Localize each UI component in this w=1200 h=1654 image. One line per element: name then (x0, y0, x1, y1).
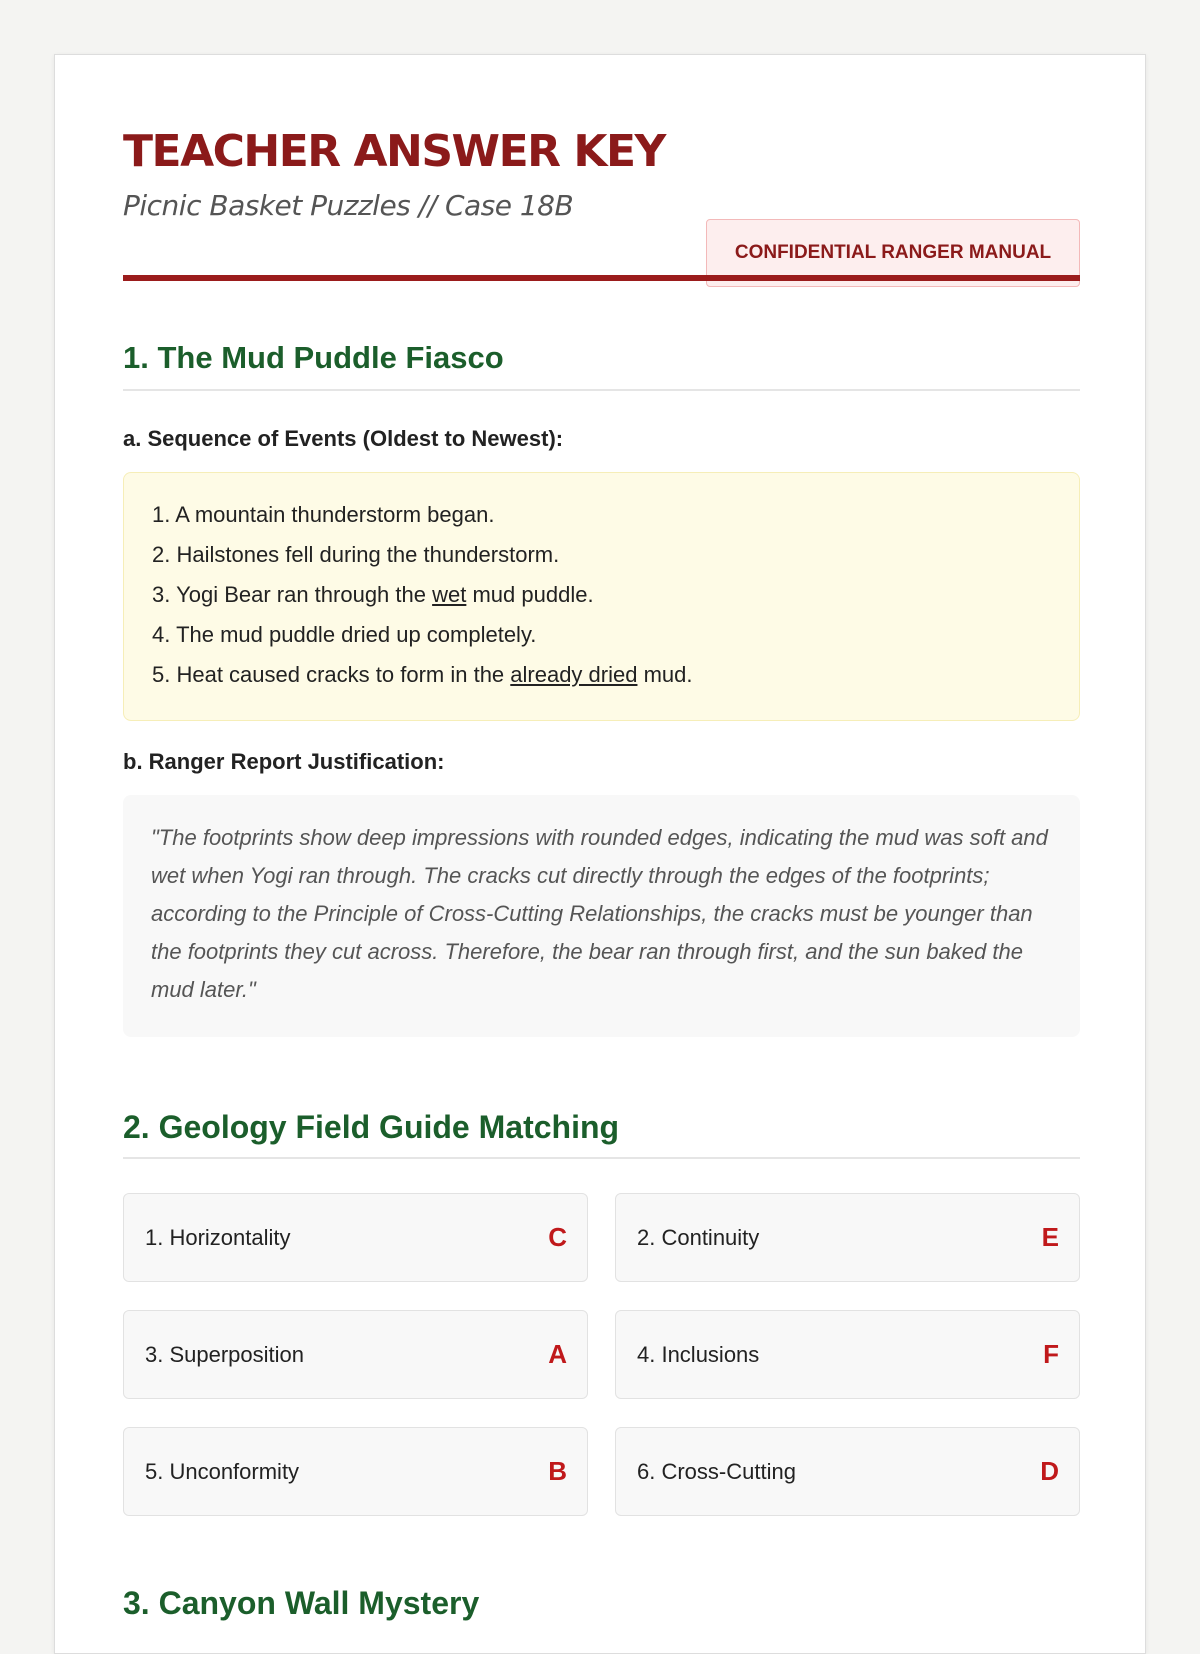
underlined-term: wet (432, 582, 467, 607)
header-divider (123, 275, 1080, 281)
match-term: 4. Inclusions (637, 1341, 760, 1367)
match-term: 2. Continuity (637, 1224, 760, 1250)
sequence-label: a. Sequence of Events (Oldest to Newest): (123, 426, 564, 451)
sequence-text: 5. Heat caused cracks to form in the (152, 662, 511, 687)
justification-text: "The footprints show deep impressions with rounded edges, indicating the mud was soft and wet when Yogi ran through. The cracks cut directly through the edges of the footprints; according to the Principle of Cross-Cutting Relationships, the cracks must be younger than the footprints they cut across. Therefore, the bear ran through first, and the sun baked the mud later." (151, 825, 1048, 1002)
sequence-item: 4. The mud puddle dried up completely. (152, 622, 537, 647)
match-term: 1. Horizontality (145, 1224, 291, 1250)
sequence-list (152, 495, 1051, 695)
sequence-box (123, 472, 1080, 721)
sequence-text: mud puddle. (466, 582, 594, 607)
sequence-item: 1. A mountain thunderstorm began. (152, 502, 495, 527)
page-title: TEACHER ANSWER KEY (123, 126, 665, 177)
match-answer: E (1041, 1222, 1059, 1252)
match-card (615, 1310, 1080, 1399)
section-title-mud-puddle: 1. The Mud Puddle Fiasco (123, 338, 1080, 391)
match-answer: C (548, 1222, 567, 1252)
match-answer: A (548, 1339, 567, 1369)
match-answer: D (1040, 1456, 1059, 1486)
sequence-item (152, 575, 1051, 615)
sequence-text: mud. (637, 662, 693, 687)
underlined-term: already dried (510, 662, 638, 687)
match-card (615, 1427, 1080, 1516)
match-card (123, 1310, 588, 1399)
match-term: 3. Superposition (145, 1341, 304, 1367)
header (123, 127, 1080, 277)
answer-key-page (54, 54, 1146, 1654)
match-card (615, 1193, 1080, 1282)
match-card (123, 1427, 588, 1516)
sequence-item: 2. Hailstones fell during the thunderstorm. (152, 542, 560, 567)
match-card (123, 1193, 588, 1282)
sequence-text: 3. Yogi Bear ran through the (152, 582, 433, 607)
justification-box (123, 795, 1080, 1037)
confidential-badge: CONFIDENTIAL RANGER MANUAL (706, 219, 1080, 287)
match-term: 6. Cross-Cutting (637, 1458, 796, 1484)
sequence-item (152, 655, 1051, 695)
match-answer: F (1043, 1339, 1059, 1369)
section-title-canyon-wall: 3. Canyon Wall Mystery (123, 1585, 480, 1621)
page-subtitle: Picnic Basket Puzzles // Case 18B (123, 189, 574, 222)
match-term: 5. Unconformity (145, 1458, 300, 1484)
match-answer: B (548, 1456, 567, 1486)
section-title-matching: 2. Geology Field Guide Matching (123, 1107, 1080, 1159)
justification-label: b. Ranger Report Justification: (123, 749, 445, 774)
